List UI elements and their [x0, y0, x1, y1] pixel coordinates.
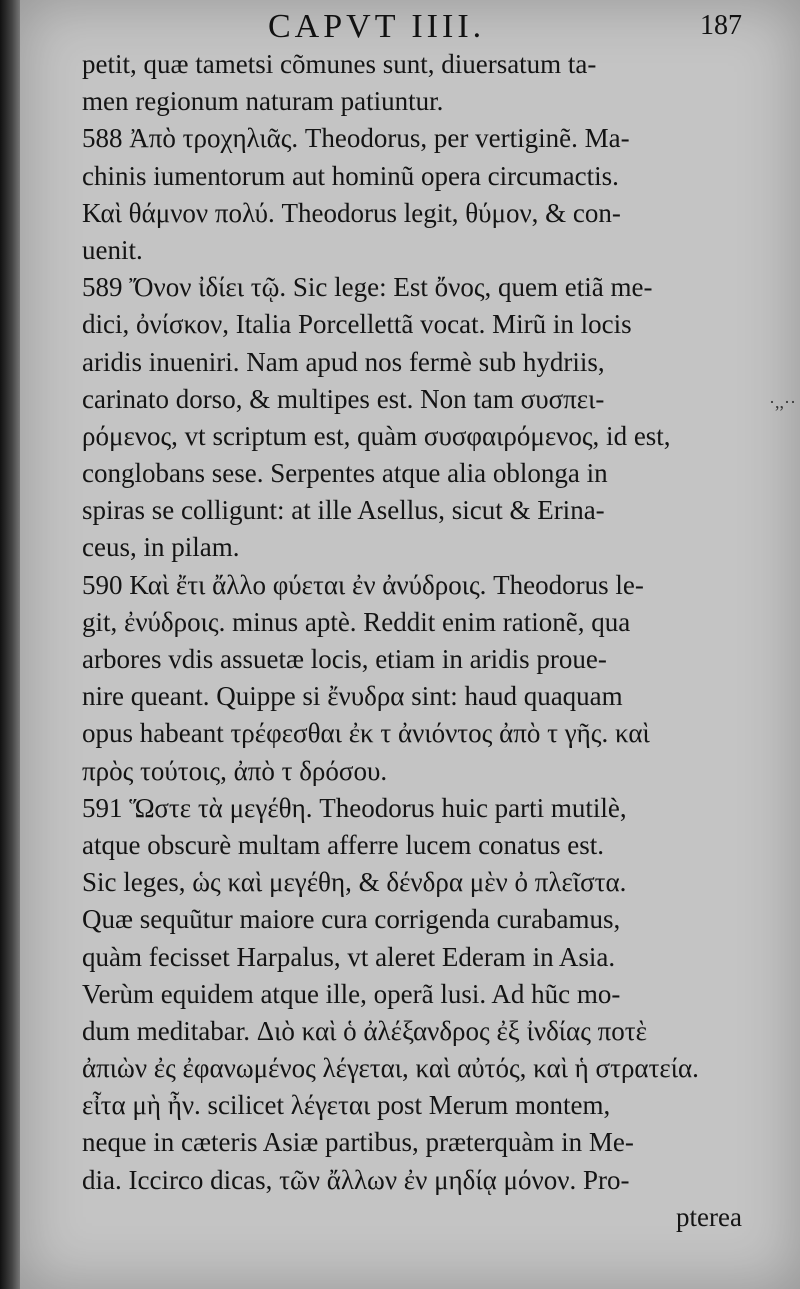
margin-mark: ·,,··	[769, 392, 796, 412]
book-gutter	[0, 0, 20, 1289]
text-line: Sic leges, ὡς καὶ μεγέθη, & δένδρα μὲν ὀ πλεῖστα.	[82, 867, 627, 898]
text-line: spiras se colligunt: at ille Asellus, sicut & Erina-	[82, 495, 605, 526]
text-line: uenit.	[82, 234, 143, 265]
text-line: petit, quæ tametsi cõmunes sunt, diuersatum ta-	[82, 49, 597, 79]
text-line: 591 Ὥστε τὰ μεγέθη. Theodorus huic parti mutilè,	[82, 792, 627, 823]
text-line: neque in cæteris Asiæ partibus, præterquàm in Me-	[82, 1127, 634, 1158]
text-line: ρόμενος, vt scriptum est, quàm συσφαιρόμενος, id est,	[82, 420, 671, 451]
text-line: 588 Ἀπὸ τροχηλιᾶς. Theodorus, per vertiginẽ. Ma-	[82, 123, 630, 154]
text-line: dici, ὀνίσκον, Italia Porcellettã vocat. Mirũ in locis	[82, 309, 632, 340]
text-line: quàm fecisset Harpalus, vt aleret Ederam in Asia.	[82, 941, 616, 972]
text-line: ceus, in pilam.	[82, 532, 240, 563]
text-line: nire queant. Quippe si ἔνυδρα sint: haud quaquam	[82, 681, 623, 712]
catchword: pterea	[676, 1201, 742, 1232]
text-line: dia. Iccirco dicas, τῶν ἄλλων ἐν μηδίᾳ μόνον. Pro-	[82, 1164, 630, 1195]
text-line: conglobans sese. Serpentes atque alia oblonga in	[82, 458, 608, 489]
text-line: 589 Ὄνον ἰδίει τῷ. Sic lege: Est ὄνος, quem etiã me-	[82, 272, 653, 303]
running-head: CAPVT IIII.	[268, 8, 486, 45]
text-line: dum meditabar. Διὸ καὶ ὁ ἀλέξανδρος ἐξ ἰνδίας ποτὲ	[82, 1015, 647, 1046]
text-line: Verùm equidem atque ille, operã lusi. Ad hũc mo-	[82, 978, 621, 1009]
text-line: aridis inueniri. Nam apud nos fermè sub hydriis,	[82, 346, 605, 377]
text-line: men regionum naturam patiuntur.	[82, 86, 444, 117]
text-line: opus habeant τρέφεσθαι ἐκ τ ἀνιόντος ἀπὸ τ γῆς. καὶ	[82, 718, 650, 749]
text-line: atque obscurè multam afferre lucem conatus est.	[82, 829, 605, 860]
text-line: εἶτα μὴ ἦν. scilicet λέγεται post Merum montem,	[82, 1090, 611, 1121]
book-page	[20, 0, 800, 1289]
text-line: πρὸς τούτοις, ἀπὸ τ δρόσου.	[82, 755, 388, 786]
text-line: chinis iumentorum aut hominũ opera circumactis.	[82, 160, 619, 191]
page-number: 187	[700, 10, 742, 41]
text-line: Quæ sequũtur maiore cura corrigenda curabamus,	[82, 904, 621, 935]
body-text	[82, 46, 742, 1236]
text-line: carinato dorso, & multipes est. Non tam συσπει-	[82, 383, 605, 414]
text-line: arbores vdis assuetæ locis, etiam in aridis proue-	[82, 644, 607, 674]
text-line: ἀπιὼν ἐς ἐφανωμένος λέγεται, καὶ αὐτός, καὶ ἡ στρατεία.	[82, 1053, 699, 1084]
page-header	[20, 6, 800, 50]
text-line: Καὶ θάμνον πολύ. Theodorus legit, θύμον, & con-	[82, 197, 621, 228]
text-line: 590 Καὶ ἔτι ἄλλο φύεται ἐν ἀνύδροις. Theodorus le-	[82, 569, 644, 600]
text-line: git, ἐνύδροις. minus aptè. Reddit enim rationẽ, qua	[82, 606, 631, 637]
